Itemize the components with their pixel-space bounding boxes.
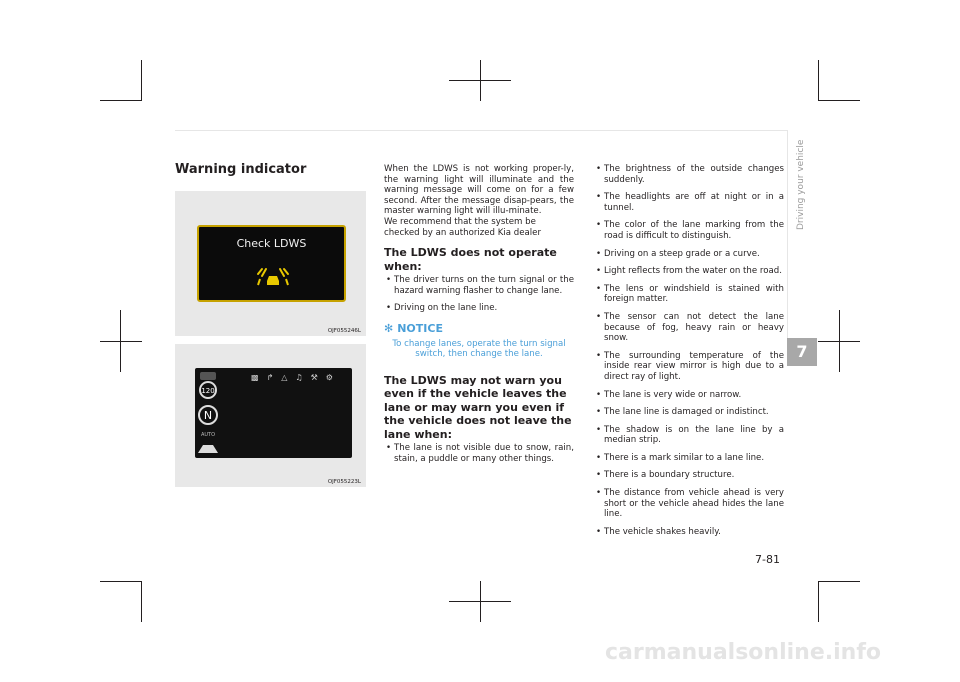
list-may-not-warn: [384, 443, 574, 464]
notice-heading: [384, 321, 574, 335]
page-number: 7-81: [755, 553, 780, 566]
list-item: • The surrounding temperature of the inside rear view mirror is high due to a direct ray of light.: [594, 351, 784, 383]
figure-cluster-display: [175, 344, 366, 487]
header-rule: [175, 130, 787, 131]
cluster-screen: [197, 225, 346, 302]
list-item: • Driving on a steep grade or a curve.: [594, 249, 784, 260]
side-rule: [787, 130, 788, 366]
heading-may-not-warn: The LDWS may not warn you even if the vehicle leaves the lane or may warn you even if the vehicle does not leave the lane when:: [384, 373, 572, 441]
list-item: • The lane is not visible due to snow, rain, stain, a puddle or many other things.: [384, 443, 574, 464]
notice-star-icon: ✻: [384, 321, 394, 335]
figure-check-ldws: [175, 191, 366, 336]
cluster-display: [195, 368, 352, 458]
figure-code: OJF055246L: [327, 328, 361, 334]
auto-label: AUTO: [200, 432, 216, 438]
figure-code: OJF055223L: [327, 479, 361, 485]
list-item: • There is a mark similar to a lane line.: [594, 453, 784, 464]
list-item: • The lane line is damaged or indistinct.: [594, 407, 784, 418]
heading-not-operate: The LDWS does not operate when:: [384, 246, 557, 273]
list-item: • Driving on the lane line.: [384, 303, 574, 314]
section-title: Warning indicator: [175, 162, 307, 177]
list-item: • The shadow is on the lane line by a median strip.: [594, 425, 784, 446]
watermark: carmanualsonline.info: [605, 640, 881, 665]
list-item: • The brightness of the outside changes suddenly.: [594, 164, 784, 185]
notice-body: To change lanes, operate the turn signal switch, then change the lane.: [392, 338, 566, 360]
lane-icon: △: [281, 373, 288, 382]
status-icons: [251, 373, 333, 382]
gear-icon: ⚙: [325, 373, 333, 382]
list-item: • The headlights are off at night or in a tunnel.: [594, 192, 784, 213]
wrench-icon: ⚒: [310, 373, 318, 382]
music-icon: ♫: [295, 373, 303, 382]
list-item: • The lens or windshield is stained with foreign matter.: [594, 284, 784, 305]
list-item: • The distance from vehicle ahead is very short or the vehicle ahead hides the lane line.: [594, 488, 784, 520]
lane-departure-icon: [256, 265, 290, 287]
chapter-tab: 7: [787, 338, 817, 366]
notice-label: NOTICE: [397, 321, 443, 335]
gear-indicator-icon: N: [203, 409, 213, 422]
list-item: • Light reflects from the water on the road.: [594, 266, 784, 277]
seat-icon: ▩: [251, 373, 259, 382]
list-not-operate: [384, 275, 574, 314]
chapter-title: Driving your vehicle: [796, 139, 806, 230]
intro-paragraph: When the LDWS is not working proper-ly, the warning light will illuminate and the warning message will come on for a few second. After the message disap-pears, the master warning light will illu-minate.: [384, 164, 574, 217]
recommend-paragraph: We recommend that the system be checked by an authorized Kia dealer: [384, 216, 541, 238]
list-item: • The vehicle shakes heavily.: [594, 527, 784, 538]
turn-arrow-icon: ↱: [266, 373, 274, 382]
list-conditions: [594, 164, 784, 537]
speed-limit-icon: 120: [201, 387, 215, 395]
text-column-right: [594, 164, 784, 544]
list-item: • The color of the lane marking from the road is difficult to distinguish.: [594, 220, 784, 241]
list-item: • There is a boundary structure.: [594, 470, 784, 481]
text-column-middle: [384, 164, 574, 471]
list-item: • The sensor can not detect the lane because of fog, heavy rain or heavy snow.: [594, 312, 784, 344]
speed-gear-column: [197, 371, 219, 455]
list-item: • The lane is very wide or narrow.: [594, 390, 784, 401]
list-item: • The driver turns on the turn signal or the hazard warning flasher to change lane.: [384, 275, 574, 296]
screen-message: Check LDWS: [236, 237, 307, 250]
